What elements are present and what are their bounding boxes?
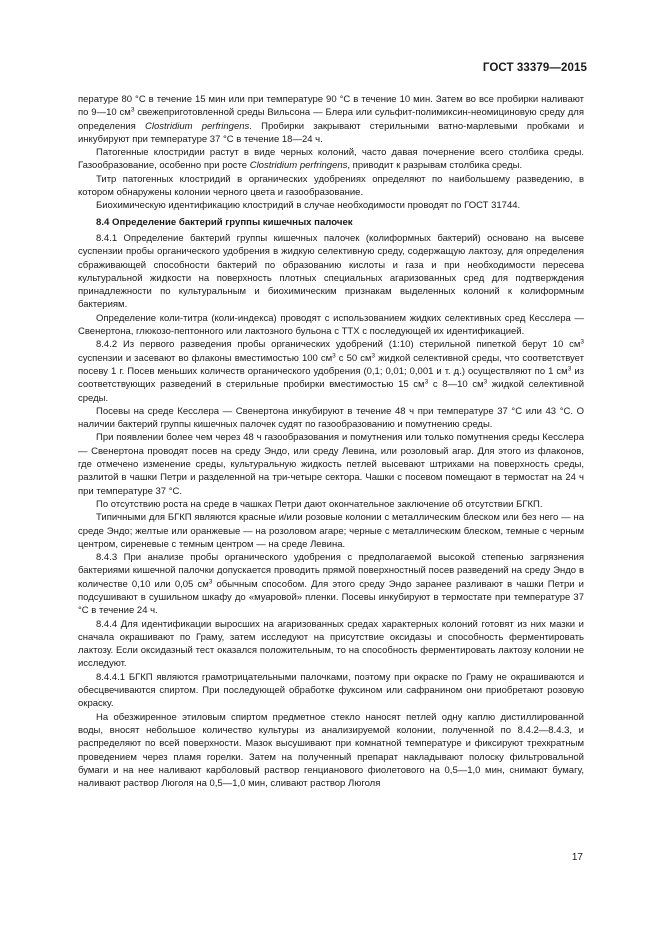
paragraph: 8.4.3 При анализе пробы органического удобрения с предполагаемой высокой степенью загрязнения бактериями кишечной палочки допускается проводить прямой поверхностный посев разведений на среду Эндо в количестве 0,10 или 0,05 $см^3$ обычным способом. Для этого среду Эндо заранее разливают в чашки Петри и подсушивают в сушильном шкафу до «муаровой» пленки. Посевы инкубируют в термостате при температуре 37 °С в течение 24 ч. [78, 552, 584, 617]
paragraph: 8.4.1 Определение бактерий группы кишечных палочек (колиформных бактерий) основано на высеве суспензии пробы органического удобрения в жидкую селективную среду, содержащую лактозу, для определения сбраживающей способности бактерий по образованию кислоты и газа и при необходимости пересева культуральной жидкости на поверхность плотных специальных агаризованных сред для подтверждения принадлежности по культуральным и биохимическим признакам выделенных колоний к колиформным бактериям. [78, 232, 584, 311]
document-code-header: ГОСТ 33379—2015 [482, 62, 587, 74]
paragraph: При появлении более чем через 48 ч газообразования и помутнения или только помутнения среды Кесслера — Свенертона проводят посев на среду Эндо, или среду Левина, или розоловый агар. Для этого из флаконов, где отмечено изменение среды, культуральную жидкость петлей высевают штрихами на поверхность среды, разлитой в чашки Петри и разделенной на три-четыре сектора. Чашки с посевом помещают в термостат на 24 ч при температуре 37 °С. [78, 432, 584, 497]
paragraph: пературе 80 °С в течение 15 мин или при температуре 90 °С в течение 10 мин. Затем во все пробирки наливают по 9—10 $см^3$ свежеприготовленной среды Вильсона — Блера или сульфит-полимиксин-неомициновую среду для определения Clostridium perfringens. Пробирки закрывают стерильными ватно-марлевыми пробками и инкубируют при температуре 37 °С в течение 18—24 ч. [78, 94, 584, 145]
paragraph: Посевы на среде Кесслера — Свенертона инкубируют в течение 48 ч при температуре 37 °С или 43 °С. О наличии бактерий группы кишечных палочек судят по газообразованию и помутнению среды. [78, 405, 584, 431]
page-number: 17 [571, 852, 583, 863]
paragraph: 8.4.4 Для идентификации выросших на агаризованных средах характерных колоний готовят из них мазки и сначала окрашивают по Граму, затем исследуют на присутствие оксидазы и способность ферментировать лактозу. Если оксидазный тест оказался положительным, то на способность ферментировать лактозу колонии не исследуют. [78, 618, 584, 670]
paragraph: Патогенные клостридии растут в виде черных колоний, часто давая почернение всего столбика среды. Газообразование, особенно при росте Clostridium perfringens, приводит к разрывам столбика среды. [78, 147, 584, 172]
paragraph: По отсутствию роста на среде в чашках Петри дают окончательное заключение об отсутствии БГКП. [96, 498, 543, 510]
paragraph: 8.4.2 Из первого разведения пробы органических удобрений (1:10) стерильной пипеткой берут 10 $см^3$ суспензии и засевают во флаконы вместимостью 100 $см^3$ с 50 $см^3$ жидкой селективной среды, что соответствует посеву 1 г. Посев меньших количеств органического удобрения (0,1; 0,01; 0,001 и т. д.) осуществляют по 1 $см^3$ из соответствующих разведений в стерильные пробирки вместимостью 15 $см^3$ с 8—10 $см^3$ жидкой селективной среды. [78, 338, 584, 404]
document-body [78, 93, 584, 790]
paragraph: Биохимическую идентификацию клостридий в случае необходимости проводят по ГОСТ 31744. [96, 200, 521, 212]
section-heading-8-4: 8.4 Определение бактерий группы кишечных палочек [96, 216, 353, 228]
paragraph: 8.4.4.1 БГКП являются грамотрицательными палочками, поэтому при окраске по Граму не окрашиваются и обесцвечиваются спиртом. При последующей обработке фуксином или сафранином они приобретают розовую окраску. [78, 671, 584, 710]
paragraph: Определение коли-титра (коли-индекса) проводят с использованием жидких селективных сред Кесслера — Свенертона, глюкозо-пептонного или лактозного бульона с ТТХ с последующей их идентификацией. [78, 312, 584, 338]
paragraph: Титр патогенных клостридий в органических удобрениях определяют по наибольшему разведению, в котором обнаружены колонии черного цвета и газообразование. [78, 173, 584, 199]
paragraph: Типичными для БГКП являются красные и/или розовые колонии с металлическим блеском или без него — на среде Эндо; желтые или оранжевые — на розоловом агаре; черные с металлическим блеском, темные с черным центром, сиреневые с темным центром — на среде Левина. [78, 512, 584, 550]
paragraph: На обезжиренное этиловым спиртом предметное стекло наносят петлей одну каплю дистиллированной воды, вносят небольшое количество культуры из анализируемой колонии, полученной по 8.4.2—8.4.3, и распределяют по всей поверхности. Мазок высушивают при комнатной температуре и фиксируют трехкратным проведением через пламя горелки. Затем на полученный препарат накладывают полоску фильтровальной бумаги и на нее наливают карболовый раствор генцианового фиолетового на 0,5—1,0 мин, снимают бумагу, наливают раствор Люголя на 0,5—1,0 мин, сливают раствор Люголя [78, 711, 584, 790]
